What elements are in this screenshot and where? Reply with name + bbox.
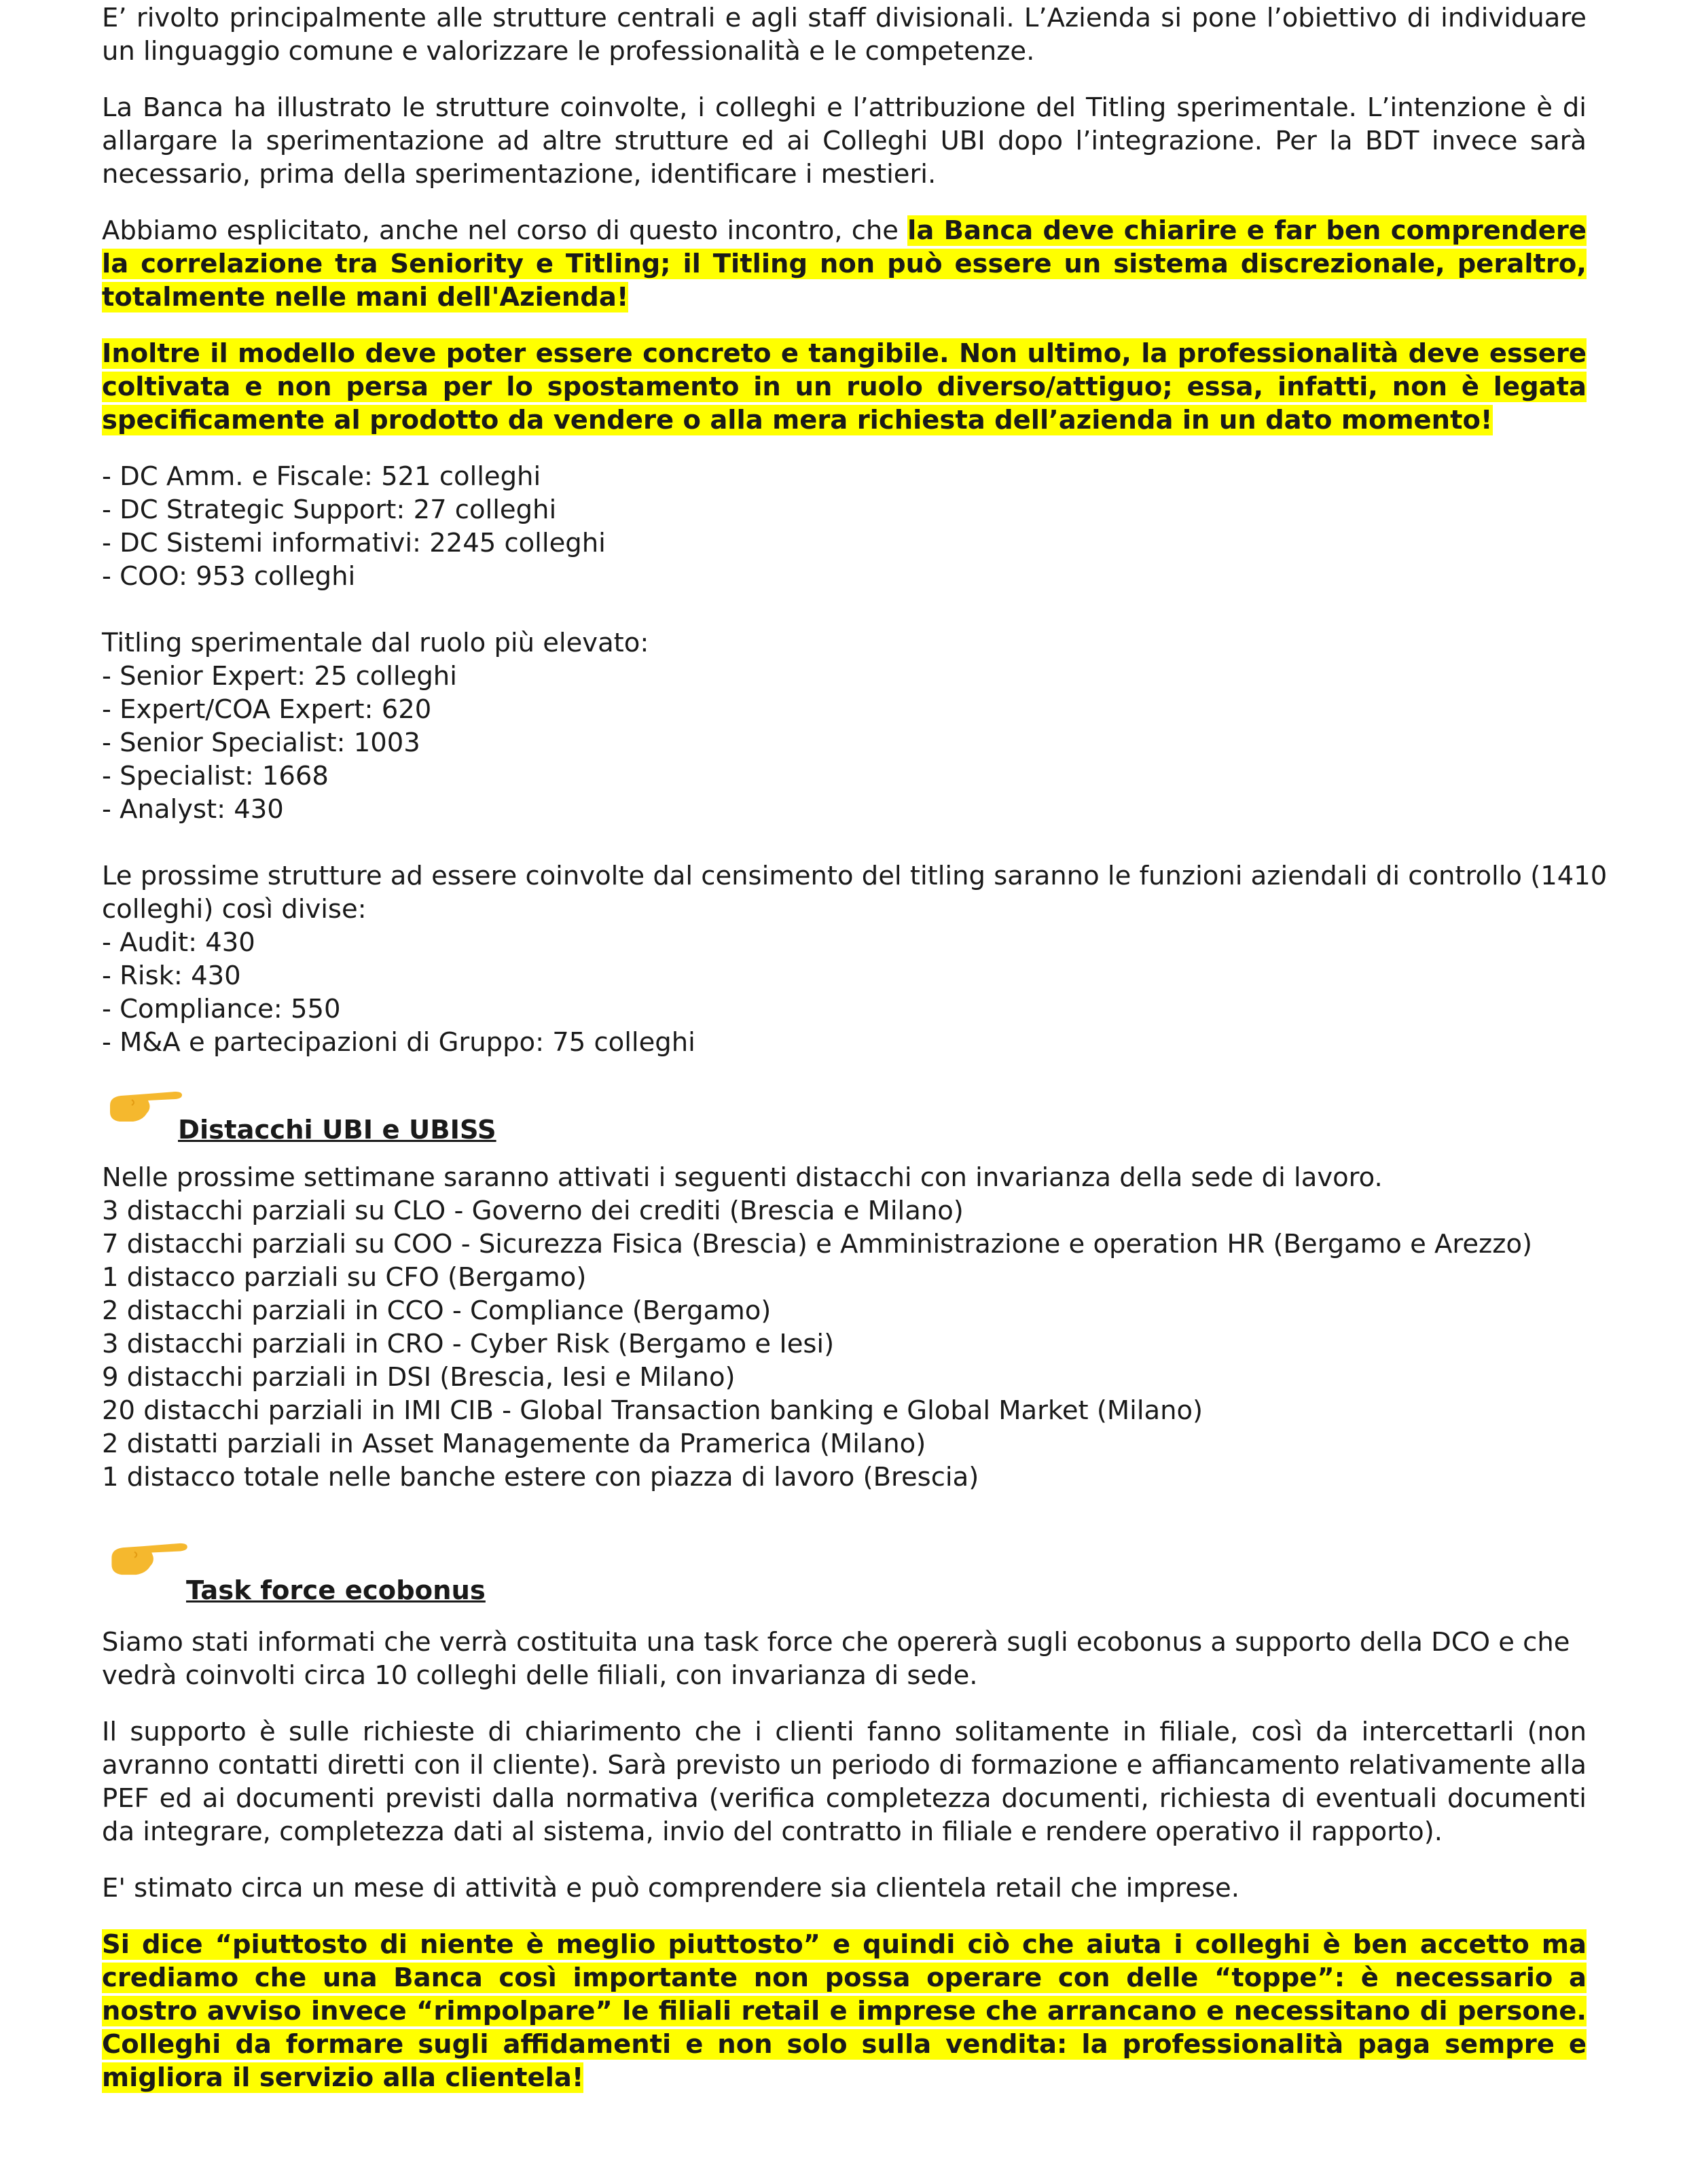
list-item: - Specialist: 1668 (102, 761, 329, 791)
list-item: 2 distacchi parziali in CCO - Compliance (Bergamo) (102, 1295, 772, 1326)
highlighted-statement-model: Inoltre il modello deve poter essere concreto e tangibile. Non ultimo, la professionalità deve essere coltivata e non persa per lo spostamento in un ruolo diverso/attiguo; essa, infatti, non è legata specificamente al prodotto da vendere o alla mera richiesta dell’azienda in un dato momento! (102, 338, 1587, 435)
distacchi-intro: Nelle prossime settimane saranno attivati i seguenti distacchi con invarianza della sede di lavoro. (102, 1162, 1383, 1193)
pointing-hand-icon (106, 1537, 190, 1581)
intro-paragraph-3 (102, 214, 1587, 314)
titling-heading: Titling sperimentale dal ruolo più elevato: (102, 628, 649, 658)
list-item: - DC Amm. e Fiscale: 521 colleghi (102, 461, 541, 492)
section-distacchi-heading (102, 1086, 1587, 1147)
structures-list (102, 460, 1587, 593)
distacchi-list (102, 1161, 1587, 1494)
control-heading: Le prossime strutture ad essere coinvolte dal censimento del titling saranno le funzioni aziendali di controllo (1410 (102, 861, 1608, 891)
list-item: - Expert/COA Expert: 620 (102, 694, 432, 725)
list-item: - Senior Specialist: 1003 (102, 728, 420, 758)
list-item: 2 distatti parziali in Asset Managemente da Pramerica (Milano) (102, 1429, 926, 1459)
highlighted-statement-seniority: la Banca deve chiarire e far ben comprendere la correlazione tra Seniority e Titling; il Titling non può essere un sistema discrezionale, peraltro, totalmente nelle mani dell'Azienda! (102, 215, 1587, 312)
intro-paragraph-1: E’ rivolto principalmente alle strutture centrali e agli staff divisionali. L’Azienda si pone l’obiettivo di individuare un linguaggio comune e valorizzare le professionalità e le competenze. (102, 3, 1587, 67)
list-item: - M&A e partecipazioni di Gruppo: 75 colleghi (102, 1027, 695, 1058)
control-heading: colleghi) così divise: (102, 894, 367, 925)
pointing-hand-icon (105, 1086, 185, 1127)
intro-paragraph-2: La Banca ha illustrato le strutture coinvolte, i colleghi e l’attribuzione del Titling sperimentale. L’intenzione è di allargare la sperimentazione ad altre strutture ed ai Colleghi UBI dopo l’integrazione. Per la BDT invece sarà necessario, prima della sperimentazione, identificare i mestieri. (102, 92, 1587, 190)
section-title-distacchi: Distacchi UBI e UBISS (178, 1115, 496, 1145)
list-item: - Compliance: 550 (102, 994, 341, 1024)
intro-paragraph-4 (102, 337, 1587, 437)
section-title-ecobonus: Task force ecobonus (186, 1575, 486, 1606)
list-item: 1 distacco totale nelle banche estere con piazza di lavoro (Brescia) (102, 1462, 979, 1492)
intro-paragraph-3-text: Abbiamo esplicitato, anche nel corso di questo incontro, che (102, 215, 908, 246)
list-item: - DC Strategic Support: 27 colleghi (102, 495, 557, 525)
ecobonus-paragraph-1-line: vedrà coinvolti circa 10 colleghi delle filiali, con invarianza di sede. (102, 1660, 978, 1691)
list-item: 20 distacchi parziali in IMI CIB - Global Transaction banking e Global Market (Milano) (102, 1395, 1203, 1426)
list-item: 9 distacchi parziali in DSI (Brescia, Iesi e Milano) (102, 1362, 736, 1393)
titling-list (102, 626, 1587, 826)
ecobonus-paragraph-3: E' stimato circa un mese di attività e può comprendere sia clientela retail che imprese. (102, 1873, 1239, 1903)
list-item: 7 distacchi parziali su COO - Sicurezza Fisica (Brescia) e Amministrazione e operation HR (Bergamo e Arezzo) (102, 1229, 1533, 1259)
highlighted-statement-toppe: Si dice “piuttosto di niente è meglio piuttosto” e quindi ciò che aiuta i colleghi è ben accetto ma crediamo che una Banca così importante non possa operare con delle “toppe”: è necessario a nostro avviso invece “rimpolpare” le filiali retail e imprese che arrancano e necessitano di persone. Colleghi da formare sugli affidamenti e non solo sulla vendita: la professionalità paga sempre e migliora il servizio alla clientela! (102, 1929, 1587, 2093)
list-item: - Senior Expert: 25 colleghi (102, 661, 457, 692)
list-item: 3 distacchi parziali in CRO - Cyber Risk (Bergamo e Iesi) (102, 1329, 835, 1359)
list-item: - DC Sistemi informativi: 2245 colleghi (102, 528, 606, 558)
list-item: - Analyst: 430 (102, 794, 284, 825)
ecobonus-paragraph-2: Il supporto è sulle richieste di chiarimento che i clienti fanno solitamente in filiale, così da intercettarli (non avranno contatti diretti con il cliente). Sarà previsto un periodo di formazione e affiancamento relativamente alla PEF ed ai documenti previsti dalla normativa (verifica completezza documenti, richiesta di eventuali documenti da integrare, completezza dati al sistema, invio del contratto in filiale e rendere operativo il rapporto). (102, 1717, 1587, 1847)
document-page (102, 0, 1608, 2094)
section-ecobonus-heading (102, 1537, 1587, 1619)
list-item: 1 distacco parziali su CFO (Bergamo) (102, 1262, 587, 1293)
ecobonus-paragraph-1-line: Siamo stati informati che verrà costituita una task force che opererà sugli ecobonus a supporto della DCO e che (102, 1627, 1570, 1658)
list-item: - Risk: 430 (102, 961, 241, 991)
list-item: 3 distacchi parziali su CLO - Governo dei crediti (Brescia e Milano) (102, 1196, 964, 1226)
ecobonus-paragraph-1 (102, 1626, 1587, 1692)
list-item: - COO: 953 colleghi (102, 561, 356, 592)
ecobonus-paragraph-4 (102, 1928, 1587, 2094)
list-item: - Audit: 430 (102, 927, 255, 958)
control-functions-list (102, 859, 1608, 1059)
